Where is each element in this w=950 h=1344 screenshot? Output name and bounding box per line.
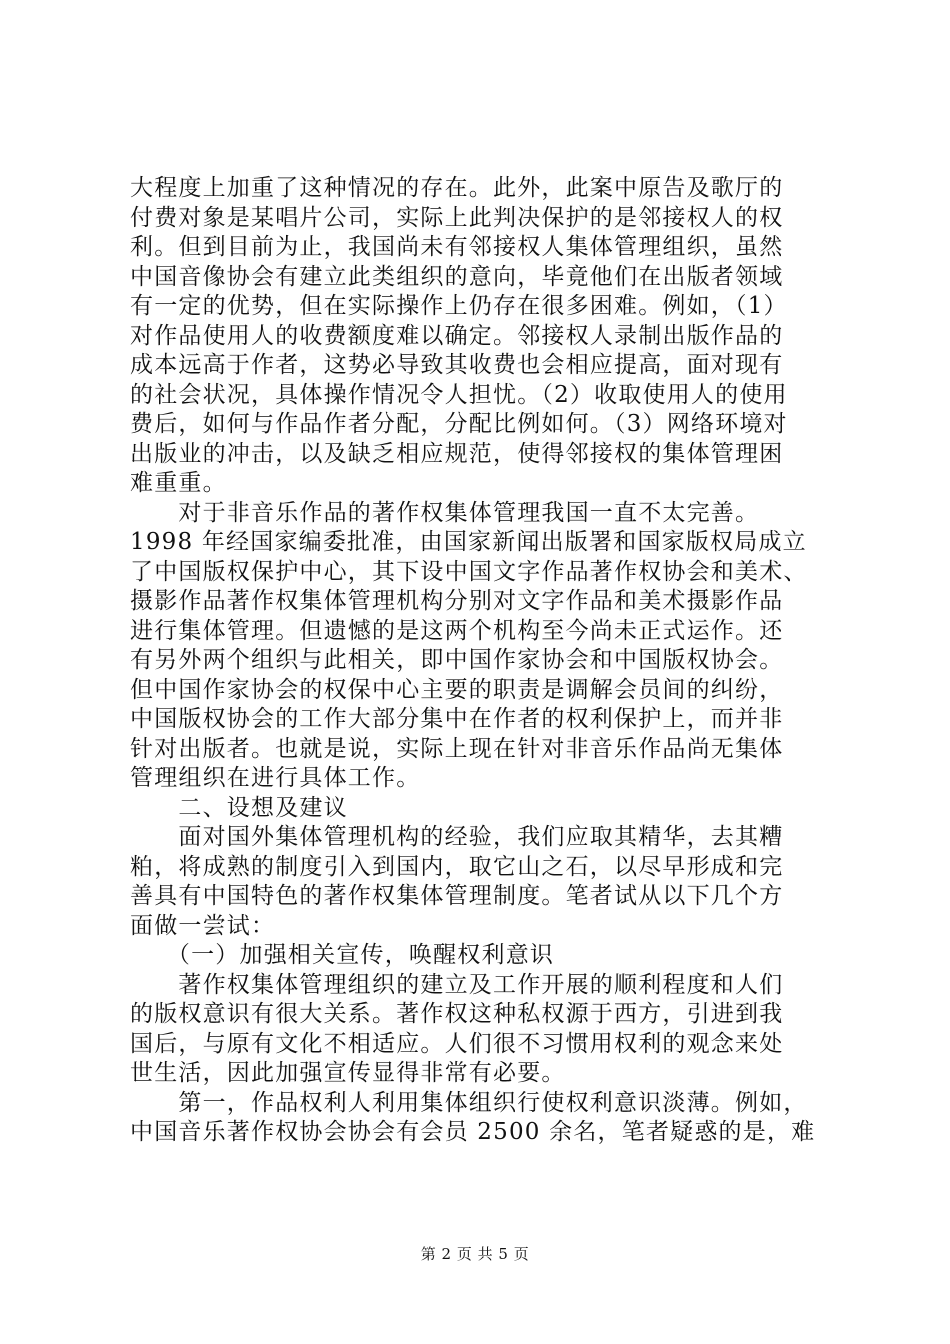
text-line-23: 面对国外集体管理机构的经验，我们应取其精华，去其糟	[130, 824, 784, 850]
text-line-13: 1998 年经国家编委批准，由国家新闻出版署和国家版权局成立	[130, 529, 807, 555]
text-line-18: 但中国作家协会的权保中心主要的职责是调解会员间的纠纷，	[130, 676, 784, 703]
text-line-15: 摄影作品著作权集体管理机构分别对文字作品和美术摄影作品	[130, 588, 784, 614]
text-line-4: 中国音像协会有建立此类组织的意向，毕竟他们在出版者领域	[130, 263, 784, 290]
text-line-19: 中国版权协会的工作大部分集中在作者的权利保护上，而并非	[130, 706, 784, 732]
page-footer	[0, 1244, 950, 1264]
text-line-9: 费后，如何与作品作者分配，分配比例如何。（3）网络环境对	[130, 411, 788, 437]
text-line-31: 世生活，因此加强宣传显得非常有必要。	[130, 1060, 566, 1086]
text-line-3: 利。但到目前为止，我国尚未有邻接权人集体管理组织，虽然	[130, 234, 784, 260]
text-line-24: 粕，将成熟的制度引入到国内，取它山之石，以尽早形成和完	[130, 853, 784, 880]
text-line-21: 管理组织在进行具体工作。	[130, 765, 421, 791]
text-line-16: 进行集体管理。但遗憾的是这两个机构至今尚未正式运作。还	[130, 617, 784, 644]
text-line-14: 了中国版权保护中心，其下设中国文字作品著作权协会和美术、	[130, 558, 808, 585]
text-line-10: 出版业的冲击，以及缺乏相应规范，使得邻接权的集体管理困	[130, 440, 784, 467]
text-line-20: 针对出版者。也就是说，实际上现在针对非音乐作品尚无集体	[130, 735, 784, 762]
text-line-28: 著作权集体管理组织的建立及工作开展的顺利程度和人们	[130, 971, 784, 998]
page-number-label: 第 2 页 共 5 页	[420, 1245, 530, 1263]
section-heading: 二、设想及建议	[130, 794, 348, 821]
text-line-6: 对作品使用人的收费额度难以确定。邻接权人录制出版作品的	[130, 322, 784, 349]
text-line-8: 的社会状况，具体操作情况令人担忧。（2）收取使用人的使用	[130, 381, 788, 408]
text-line-33: 中国音乐著作权协会协会有会员 2500 余名，笔者疑惑的是，难	[130, 1119, 816, 1145]
text-line-11: 难重重。	[130, 470, 227, 496]
text-line-29: 的版权意识有很大关系。著作权这种私权源于西方，引进到我	[130, 1001, 784, 1027]
text-line-1: 大程度上加重了这种情况的存在。此外，此案中原告及歌厅的	[130, 175, 784, 201]
text-line-32: 第一，作品权利人利用集体组织行使权利意识淡薄。例如，	[130, 1089, 808, 1116]
text-line-17: 有另外两个组织与此相关，即中国作家协会和中国版权协会。	[130, 647, 784, 673]
text-line-7: 成本远高于作者，这势必导致其收费也会相应提高，面对现有	[130, 352, 784, 378]
body-text	[130, 174, 830, 1148]
text-line-26: 面做一尝试：	[130, 912, 276, 939]
text-line-2: 付费对象是某唱片公司，实际上此判决保护的是邻接权人的权	[130, 204, 784, 231]
text-line-25: 善具有中国特色的著作权集体管理制度。笔者试从以下几个方	[130, 883, 784, 909]
text-line-5: 有一定的优势，但在实际操作上仍存在很多困难。例如，（1）	[130, 293, 788, 319]
text-line-12: 对于非音乐作品的著作权集体管理我国一直不太完善。	[130, 499, 760, 526]
subsection-heading: （一）加强相关宣传，唤醒权利意识	[130, 942, 555, 968]
text-line-30: 国后，与原有文化不相适应。人们很不习惯用权利的观念来处	[130, 1030, 784, 1057]
